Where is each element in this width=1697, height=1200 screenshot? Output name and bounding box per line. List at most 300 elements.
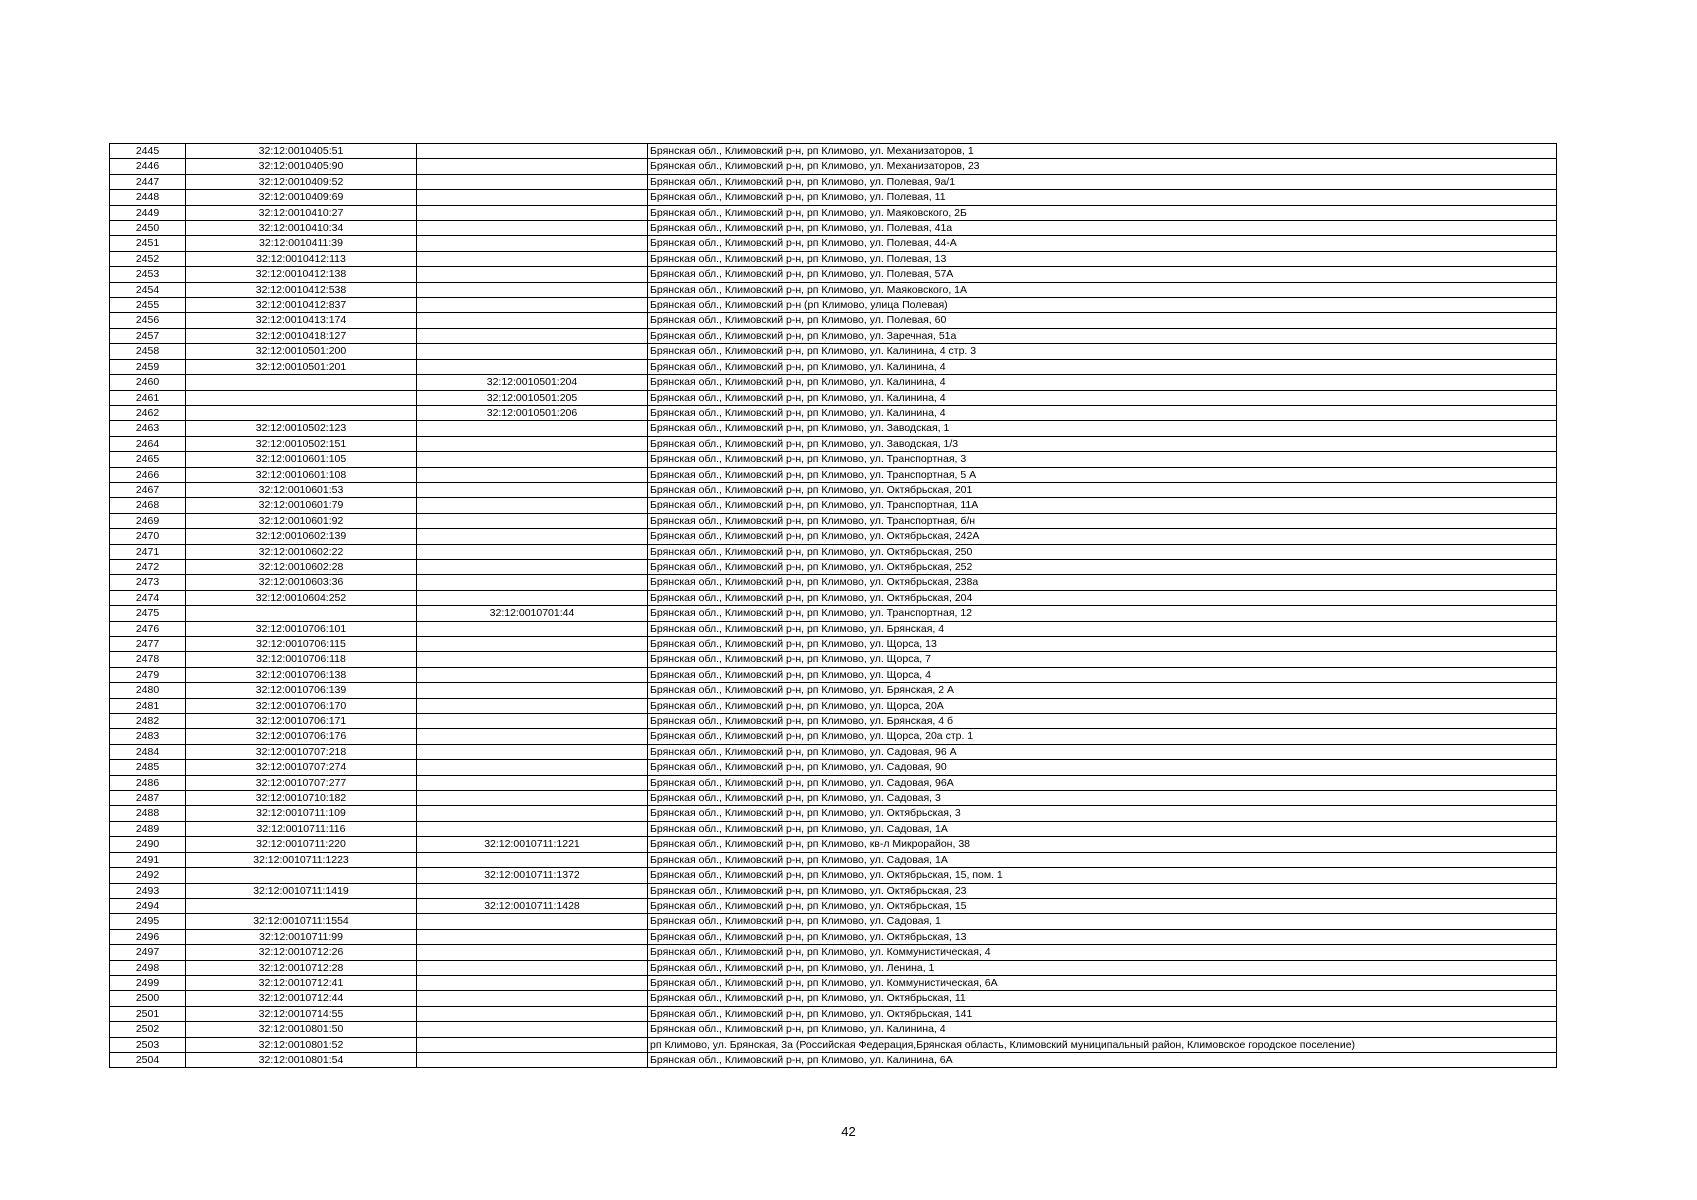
cadastral-number-cell [186,390,417,405]
cadastral-number-cell [186,606,417,621]
cadastral-number-cell: 32:12:0010711:220 [186,837,417,852]
cadastral-number-cell: 32:12:0010405:90 [186,159,417,174]
table-row [110,898,1557,913]
row-number-cell: 2477 [110,637,186,652]
address-cell: Брянская обл., Климовский р-н, рп Климово, ул. Садовая, 90 [648,760,1557,775]
row-number-cell: 2487 [110,791,186,806]
row-number-cell: 2485 [110,760,186,775]
object-cadastral-number-cell [417,914,648,929]
table-row [110,575,1557,590]
row-number-cell: 2450 [110,221,186,236]
object-cadastral-number-cell [417,498,648,513]
cadastral-number-cell: 32:12:0010712:28 [186,960,417,975]
row-number-cell: 2449 [110,205,186,220]
address-cell: Брянская обл., Климовский р-н, рп Климово, ул. Калинина, 4 [648,375,1557,390]
cadastral-number-cell: 32:12:0010501:201 [186,359,417,374]
cadastral-number-cell: 32:12:0010502:151 [186,436,417,451]
address-cell: Брянская обл., Климовский р-н, рп Климово, ул. Транспортная, 5 А [648,467,1557,482]
table-row [110,513,1557,528]
object-cadastral-number-cell [417,637,648,652]
cadastral-number-cell: 32:12:0010409:52 [186,174,417,189]
row-number-cell: 2455 [110,298,186,313]
row-number-cell: 2500 [110,991,186,1006]
address-cell: Брянская обл., Климовский р-н, рп Климово, ул. Полевая, 44-А [648,236,1557,251]
table-row [110,698,1557,713]
cadastral-number-cell: 32:12:0010801:54 [186,1052,417,1067]
table-row [110,883,1557,898]
table-row [110,482,1557,497]
object-cadastral-number-cell [417,714,648,729]
address-cell: Брянская обл., Климовский р-н, рп Климово, ул. Октябрьская, 252 [648,559,1557,574]
object-cadastral-number-cell [417,344,648,359]
address-cell: Брянская обл., Климовский р-н, рп Климово, ул. Полевая, 60 [648,313,1557,328]
table-row [110,975,1557,990]
cadastral-number-cell: 32:12:0010405:51 [186,144,417,159]
table-row [110,667,1557,682]
cadastral-number-cell: 32:12:0010706:101 [186,621,417,636]
cadastral-number-cell [186,868,417,883]
address-cell: Брянская обл., Климовский р-н, рп Климово, ул. Коммунистическая, 6А [648,975,1557,990]
table-row [110,637,1557,652]
object-cadastral-number-cell [417,221,648,236]
row-number-cell: 2460 [110,375,186,390]
row-number-cell: 2474 [110,590,186,605]
address-cell: Брянская обл., Климовский р-н, рп Климово, ул. Щорса, 13 [648,637,1557,652]
row-number-cell: 2495 [110,914,186,929]
row-number-cell: 2466 [110,467,186,482]
object-cadastral-number-cell: 32:12:0010501:205 [417,390,648,405]
cadastral-number-cell: 32:12:0010603:36 [186,575,417,590]
cadastral-number-cell: 32:12:0010706:139 [186,683,417,698]
row-number-cell: 2453 [110,267,186,282]
row-number-cell: 2479 [110,667,186,682]
table-row [110,683,1557,698]
address-cell: Брянская обл., Климовский р-н, рп Климово, ул. Октябрьская, 238а [648,575,1557,590]
object-cadastral-number-cell [417,821,648,836]
object-cadastral-number-cell [417,267,648,282]
object-cadastral-number-cell [417,328,648,343]
object-cadastral-number-cell [417,205,648,220]
address-cell: Брянская обл., Климовский р-н, рп Климово, ул. Щорса, 20а стр. 1 [648,729,1557,744]
row-number-cell: 2497 [110,945,186,960]
address-cell: Брянская обл., Климовский р-н, рп Климово, кв-л Микрорайон, 38 [648,837,1557,852]
object-cadastral-number-cell [417,359,648,374]
object-cadastral-number-cell [417,559,648,574]
row-number-cell: 2488 [110,806,186,821]
table-row [110,328,1557,343]
table-row [110,945,1557,960]
cadastral-number-cell: 32:12:0010707:274 [186,760,417,775]
address-cell: Брянская обл., Климовский р-н, рп Климово, ул. Октябрьская, 15 [648,898,1557,913]
address-cell: Брянская обл., Климовский р-н, рп Климово, ул. Транспортная, 11А [648,498,1557,513]
object-cadastral-number-cell: 32:12:0010711:1221 [417,837,648,852]
object-cadastral-number-cell [417,683,648,698]
address-cell: Брянская обл., Климовский р-н, рп Климово, ул. Брянская, 4 б [648,714,1557,729]
object-cadastral-number-cell [417,513,648,528]
cadastral-number-cell: 32:12:0010412:138 [186,267,417,282]
address-cell: Брянская обл., Климовский р-н, рп Климово, ул. Полевая, 57А [648,267,1557,282]
table-row [110,806,1557,821]
row-number-cell: 2456 [110,313,186,328]
address-cell: Брянская обл., Климовский р-н, рп Климово, ул. Брянская, 2 А [648,683,1557,698]
object-cadastral-number-cell: 32:12:0010501:204 [417,375,648,390]
table-row [110,837,1557,852]
address-cell: Брянская обл., Климовский р-н, рп Климово, ул. Механизаторов, 23 [648,159,1557,174]
table-row [110,544,1557,559]
table-row [110,821,1557,836]
object-cadastral-number-cell [417,1052,648,1067]
address-cell: Брянская обл., Климовский р-н, рп Климово, ул. Калинина, 4 [648,405,1557,420]
row-number-cell: 2446 [110,159,186,174]
row-number-cell: 2486 [110,775,186,790]
address-cell: Брянская обл., Климовский р-н, рп Климово, ул. Октябрьская, 201 [648,482,1557,497]
object-cadastral-number-cell [417,298,648,313]
object-cadastral-number-cell [417,313,648,328]
object-cadastral-number-cell [417,174,648,189]
object-cadastral-number-cell [417,467,648,482]
cadastral-number-cell: 32:12:0010412:837 [186,298,417,313]
object-cadastral-number-cell [417,852,648,867]
cadastral-number-cell: 32:12:0010711:1554 [186,914,417,929]
cadastral-number-cell: 32:12:0010711:116 [186,821,417,836]
row-number-cell: 2482 [110,714,186,729]
object-cadastral-number-cell [417,282,648,297]
row-number-cell: 2467 [110,482,186,497]
address-cell: Брянская обл., Климовский р-н, рп Климово, ул. Механизаторов, 1 [648,144,1557,159]
cadastral-number-cell [186,898,417,913]
address-cell: Брянская обл., Климовский р-н, рп Климово, ул. Садовая, 96А [648,775,1557,790]
object-cadastral-number-cell [417,729,648,744]
cadastral-number-cell: 32:12:0010711:1419 [186,883,417,898]
row-number-cell: 2489 [110,821,186,836]
table-row [110,498,1557,513]
cadastral-number-cell: 32:12:0010801:52 [186,1037,417,1052]
cadastral-table [109,143,1557,1068]
address-cell: Брянская обл., Климовский р-н, рп Климово, ул. Октябрьская, 3 [648,806,1557,821]
row-number-cell: 2448 [110,190,186,205]
row-number-cell: 2502 [110,1022,186,1037]
row-number-cell: 2459 [110,359,186,374]
cadastral-number-cell: 32:12:0010413:174 [186,313,417,328]
cadastral-number-cell: 32:12:0010601:92 [186,513,417,528]
object-cadastral-number-cell [417,575,648,590]
table-row [110,1006,1557,1021]
table-row [110,421,1557,436]
address-cell: Брянская обл., Климовский р-н, рп Климово, ул. Октябрьская, 250 [648,544,1557,559]
object-cadastral-number-cell [417,1037,648,1052]
row-number-cell: 2454 [110,282,186,297]
address-cell: Брянская обл., Климовский р-н, рп Климово, ул. Калинина, 6А [648,1052,1557,1067]
cadastral-number-cell [186,375,417,390]
table-row [110,652,1557,667]
row-number-cell: 2475 [110,606,186,621]
row-number-cell: 2484 [110,744,186,759]
cadastral-number-cell: 32:12:0010706:170 [186,698,417,713]
object-cadastral-number-cell [417,251,648,266]
object-cadastral-number-cell [417,482,648,497]
object-cadastral-number-cell [417,945,648,960]
row-number-cell: 2468 [110,498,186,513]
cadastral-number-cell: 32:12:0010711:1223 [186,852,417,867]
table-row [110,929,1557,944]
cadastral-number-cell: 32:12:0010801:50 [186,1022,417,1037]
address-cell: Брянская обл., Климовский р-н, рп Климово, ул. Транспортная, 12 [648,606,1557,621]
cadastral-number-cell: 32:12:0010418:127 [186,328,417,343]
cadastral-number-cell: 32:12:0010409:69 [186,190,417,205]
table-row [110,914,1557,929]
cadastral-number-cell: 32:12:0010714:55 [186,1006,417,1021]
row-number-cell: 2462 [110,405,186,420]
table-row [110,344,1557,359]
object-cadastral-number-cell [417,667,648,682]
row-number-cell: 2463 [110,421,186,436]
object-cadastral-number-cell [417,452,648,467]
cadastral-number-cell: 32:12:0010501:200 [186,344,417,359]
table-row [110,1022,1557,1037]
table-row [110,436,1557,451]
row-number-cell: 2496 [110,929,186,944]
address-cell: Брянская обл., Климовский р-н, рп Климово, ул. Заводская, 1 [648,421,1557,436]
row-number-cell: 2480 [110,683,186,698]
address-cell: Брянская обл., Климовский р-н, рп Климово, ул. Щорса, 7 [648,652,1557,667]
row-number-cell: 2457 [110,328,186,343]
table-row [110,298,1557,313]
object-cadastral-number-cell [417,744,648,759]
table-row [110,1037,1557,1052]
row-number-cell: 2471 [110,544,186,559]
cadastral-number-cell: 32:12:0010706:171 [186,714,417,729]
table-row [110,251,1557,266]
cadastral-number-cell: 32:12:0010601:53 [186,482,417,497]
cadastral-number-cell: 32:12:0010707:277 [186,775,417,790]
object-cadastral-number-cell [417,544,648,559]
table-row [110,991,1557,1006]
table-row [110,174,1557,189]
object-cadastral-number-cell [417,529,648,544]
table-row [110,159,1557,174]
table-row [110,236,1557,251]
table-row [110,760,1557,775]
cadastral-number-cell: 32:12:0010601:108 [186,467,417,482]
object-cadastral-number-cell [417,775,648,790]
address-cell: Брянская обл., Климовский р-н, рп Климово, ул. Садовая, 1А [648,852,1557,867]
cadastral-number-cell: 32:12:0010410:34 [186,221,417,236]
table-row [110,868,1557,883]
cadastral-number-cell: 32:12:0010602:22 [186,544,417,559]
table-row [110,621,1557,636]
address-cell: Брянская обл., Климовский р-н, рп Климово, ул. Заводская, 1/3 [648,436,1557,451]
cadastral-number-cell: 32:12:0010502:123 [186,421,417,436]
cadastral-number-cell: 32:12:0010601:79 [186,498,417,513]
address-cell: Брянская обл., Климовский р-н, рп Климово, ул. Щорса, 20А [648,698,1557,713]
table-row [110,467,1557,482]
address-cell: Брянская обл., Климовский р-н, рп Климово, ул. Маяковского, 1А [648,282,1557,297]
address-cell: Брянская обл., Климовский р-н, рп Климово, ул. Калинина, 4 стр. 3 [648,344,1557,359]
object-cadastral-number-cell [417,975,648,990]
table-row [110,1052,1557,1067]
object-cadastral-number-cell [417,436,648,451]
cadastral-table-body [110,144,1557,1068]
cadastral-number-cell: 32:12:0010711:99 [186,929,417,944]
row-number-cell: 2494 [110,898,186,913]
row-number-cell: 2469 [110,513,186,528]
cadastral-number-cell: 32:12:0010712:26 [186,945,417,960]
cadastral-number-cell: 32:12:0010706:118 [186,652,417,667]
object-cadastral-number-cell [417,236,648,251]
table-row [110,359,1557,374]
object-cadastral-number-cell [417,621,648,636]
table-row [110,190,1557,205]
address-cell: Брянская обл., Климовский р-н, рп Климово, ул. Маяковского, 2Б [648,205,1557,220]
address-cell: Брянская обл., Климовский р-н, рп Климово, ул. Полевая, 41а [648,221,1557,236]
table-row [110,144,1557,159]
address-cell: Брянская обл., Климовский р-н, рп Климово, ул. Транспортная, 3 [648,452,1557,467]
row-number-cell: 2503 [110,1037,186,1052]
address-cell: Брянская обл., Климовский р-н, рп Климово, ул. Транспортная, б/н [648,513,1557,528]
address-cell: Брянская обл., Климовский р-н, рп Климово, ул. Садовая, 96 А [648,744,1557,759]
address-cell: Брянская обл., Климовский р-н, рп Климово, ул. Заречная, 51а [648,328,1557,343]
page-number: 42 [841,1124,856,1139]
table-row [110,559,1557,574]
object-cadastral-number-cell [417,883,648,898]
table-row [110,390,1557,405]
row-number-cell: 2492 [110,868,186,883]
cadastral-number-cell: 32:12:0010602:139 [186,529,417,544]
address-cell: Брянская обл., Климовский р-н, рп Климово, ул. Калинина, 4 [648,1022,1557,1037]
row-number-cell: 2491 [110,852,186,867]
address-cell: Брянская обл., Климовский р-н, рп Климово, ул. Октябрьская, 23 [648,883,1557,898]
object-cadastral-number-cell [417,960,648,975]
address-cell: Брянская обл., Климовский р-н, рп Климово, ул. Ленина, 1 [648,960,1557,975]
row-number-cell: 2458 [110,344,186,359]
object-cadastral-number-cell [417,760,648,775]
row-number-cell: 2465 [110,452,186,467]
object-cadastral-number-cell [417,159,648,174]
row-number-cell: 2452 [110,251,186,266]
cadastral-number-cell: 32:12:0010707:218 [186,744,417,759]
table-row [110,714,1557,729]
cadastral-number-cell: 32:12:0010712:41 [186,975,417,990]
row-number-cell: 2472 [110,559,186,574]
object-cadastral-number-cell [417,929,648,944]
cadastral-number-cell: 32:12:0010410:27 [186,205,417,220]
address-cell: Брянская обл., Климовский р-н, рп Климово, ул. Щорса, 4 [648,667,1557,682]
row-number-cell: 2461 [110,390,186,405]
object-cadastral-number-cell [417,991,648,1006]
table-row [110,405,1557,420]
row-number-cell: 2447 [110,174,186,189]
table-row [110,606,1557,621]
table-row [110,529,1557,544]
address-cell: Брянская обл., Климовский р-н, рп Климово, ул. Полевая, 11 [648,190,1557,205]
object-cadastral-number-cell: 32:12:0010701:44 [417,606,648,621]
table-row [110,729,1557,744]
table-row [110,375,1557,390]
table-row [110,205,1557,220]
cadastral-number-cell: 32:12:0010602:28 [186,559,417,574]
table-row [110,960,1557,975]
object-cadastral-number-cell [417,190,648,205]
address-cell: Брянская обл., Климовский р-н, рп Климово, ул. Садовая, 1А [648,821,1557,836]
address-cell: Брянская обл., Климовский р-н, рп Климово, ул. Калинина, 4 [648,390,1557,405]
table-row [110,775,1557,790]
row-number-cell: 2478 [110,652,186,667]
cadastral-number-cell: 32:12:0010601:105 [186,452,417,467]
table-row [110,452,1557,467]
row-number-cell: 2445 [110,144,186,159]
address-cell: Брянская обл., Климовский р-н, рп Климово, ул. Брянская, 4 [648,621,1557,636]
table-row [110,590,1557,605]
object-cadastral-number-cell [417,144,648,159]
object-cadastral-number-cell [417,652,648,667]
object-cadastral-number-cell: 32:12:0010711:1372 [417,868,648,883]
row-number-cell: 2481 [110,698,186,713]
object-cadastral-number-cell [417,806,648,821]
cadastral-number-cell: 32:12:0010411:39 [186,236,417,251]
address-cell: Брянская обл., Климовский р-н, рп Климово, ул. Октябрьская, 15, пом. 1 [648,868,1557,883]
cadastral-number-cell: 32:12:0010706:176 [186,729,417,744]
row-number-cell: 2476 [110,621,186,636]
object-cadastral-number-cell [417,791,648,806]
row-number-cell: 2501 [110,1006,186,1021]
row-number-cell: 2464 [110,436,186,451]
row-number-cell: 2470 [110,529,186,544]
cadastral-number-cell: 32:12:0010412:538 [186,282,417,297]
cadastral-number-cell: 32:12:0010706:138 [186,667,417,682]
address-cell: Брянская обл., Климовский р-н, рп Климово, ул. Октябрьская, 141 [648,1006,1557,1021]
cadastral-number-cell: 32:12:0010710:182 [186,791,417,806]
cadastral-number-cell: 32:12:0010412:113 [186,251,417,266]
table-row [110,282,1557,297]
address-cell: Брянская обл., Климовский р-н, рп Климово, ул. Октябрьская, 11 [648,991,1557,1006]
object-cadastral-number-cell: 32:12:0010711:1428 [417,898,648,913]
address-cell: Брянская обл., Климовский р-н, рп Климово, ул. Полевая, 13 [648,251,1557,266]
address-cell: Брянская обл., Климовский р-н, рп Климово, ул. Садовая, 1 [648,914,1557,929]
table-row [110,791,1557,806]
object-cadastral-number-cell [417,1006,648,1021]
row-number-cell: 2499 [110,975,186,990]
row-number-cell: 2483 [110,729,186,744]
row-number-cell: 2451 [110,236,186,251]
address-cell: Брянская обл., Климовский р-н, рп Климово, ул. Садовая, 3 [648,791,1557,806]
row-number-cell: 2490 [110,837,186,852]
object-cadastral-number-cell [417,698,648,713]
address-cell: Брянская обл., Климовский р-н, рп Климово, ул. Калинина, 4 [648,359,1557,374]
address-cell: рп Климово, ул. Брянская, 3а (Российская Федерация,Брянская область, Климовский муниципальный район, Климовское городское поселение) [648,1037,1557,1052]
address-cell: Брянская обл., Климовский р-н, рп Климово, ул. Октябрьская, 242А [648,529,1557,544]
row-number-cell: 2498 [110,960,186,975]
cadastral-number-cell: 32:12:0010712:44 [186,991,417,1006]
cadastral-number-cell: 32:12:0010604:252 [186,590,417,605]
object-cadastral-number-cell [417,421,648,436]
table-row [110,744,1557,759]
cadastral-number-cell: 32:12:0010711:109 [186,806,417,821]
address-cell: Брянская обл., Климовский р-н, рп Климово, ул. Коммунистическая, 4 [648,945,1557,960]
address-cell: Брянская обл., Климовский р-н, рп Климово, ул. Октябрьская, 13 [648,929,1557,944]
row-number-cell: 2493 [110,883,186,898]
row-number-cell: 2504 [110,1052,186,1067]
address-cell: Брянская обл., Климовский р-н, рп Климово, ул. Полевая, 9а/1 [648,174,1557,189]
table-row [110,852,1557,867]
table-row [110,221,1557,236]
object-cadastral-number-cell: 32:12:0010501:206 [417,405,648,420]
table-row [110,267,1557,282]
table-row [110,313,1557,328]
address-cell: Брянская обл., Климовский р-н (рп Климово, улица Полевая) [648,298,1557,313]
row-number-cell: 2473 [110,575,186,590]
address-cell: Брянская обл., Климовский р-н, рп Климово, ул. Октябрьская, 204 [648,590,1557,605]
object-cadastral-number-cell [417,590,648,605]
